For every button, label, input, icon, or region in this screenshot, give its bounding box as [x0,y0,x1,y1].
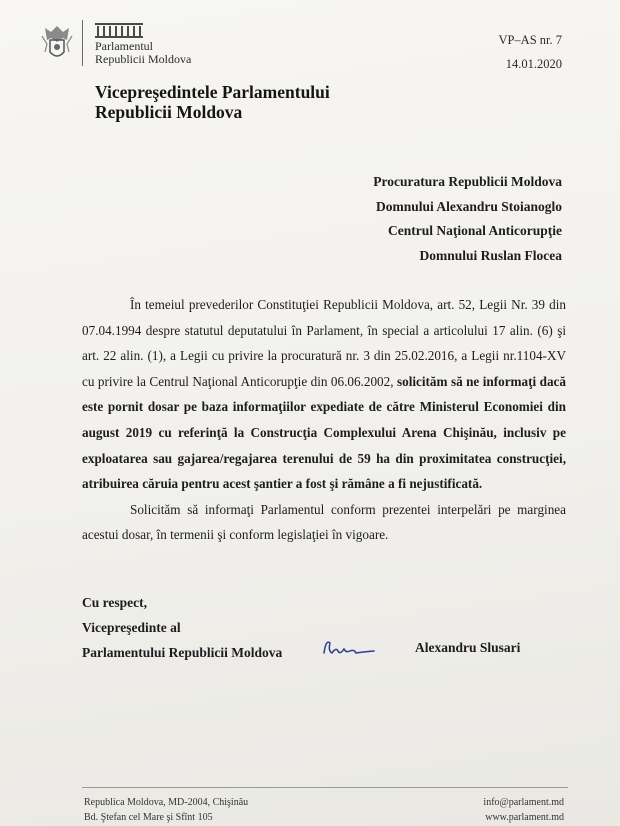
signer-name: Alexandru Slusari [415,640,521,655]
sender-title-line1: Vicepreşedintele Parlamentului [95,82,330,102]
document-date: 14.01.2020 [505,57,562,71]
body-paragraph-1 [82,292,566,497]
parliament-name-line2: Republicii Moldova [95,52,192,66]
logo-divider [82,20,83,66]
body-paragraph-1-text: În temeiul prevederilor Constituţiei Republicii Moldova, art. 52, Legii Nr. 39 din 07.04.1994 despre statutul deputatului în Parlament, în special a articolului 17 alin. (6) şi art. 22 alin. (1), a Legii cu privire la procuratură nr. 3 din 25.02.2016, a Legii nr.1104-XV cu privire la Centrul Naţional Anticorupţie din 06.06.2002, [82,297,566,389]
footer-address [84,795,248,825]
footer-address-line1: Republica Moldova, MD-2004, Chişinău [84,797,249,808]
sender-title-line2: Republicii Moldova [95,102,243,122]
footer-address-line2: Bd. Ştefan cel Mare şi Sfînt 105 [84,812,213,823]
parliament-name-line1: Parlamentul [95,39,153,53]
footer-divider [82,787,568,788]
reference-number: VP–AS nr. 7 [498,33,562,47]
recipient-line: Domnului Alexandru Stoianoglo [375,198,562,214]
closing-block [82,590,282,665]
body-paragraph-1-request: solicităm să ne informaţi dacă este pornit dosar pe baza informaţiilor expediate de către Ministerul Economiei din august 2019 cu referinţă la Construcţia Complexului Arena Chişinău, inclusiv pe exploatarea sau gajarea/regajarea terenului de 59 ha din proximitatea construcţiei, atribuirea căruia pentru acest şantier a fost şi rămâne a fi nejustificată. [82,373,566,492]
signer-title-line1: Vicepreşedinte al [82,620,181,635]
recipient-line: Procuratura Republicii Moldova [373,174,562,189]
parliament-name [95,40,191,66]
closing-greeting: Cu respect, [82,595,147,610]
signer-title-line2: Parlamentului Republicii Moldova [82,645,283,660]
recipient-line: Centrul Naţional Anticorupţie [388,223,562,238]
recipients-block [373,170,562,268]
sender-title [95,82,330,122]
body-paragraph-2: Solicităm să informaţi Parlamentul conform prezentei interpelări pe marginea acestui dosar, în termenii şi conform legislaţiei în vigoare. [82,501,566,543]
coat-of-arms-icon [41,22,73,62]
footer-email: info@parlament.md [483,797,564,808]
letter-body [82,292,566,548]
footer-contacts [483,795,564,825]
reference-block [498,28,562,76]
footer-website: www.parlament.md [485,812,564,823]
parliament-building-icon [95,22,143,38]
recipient-line: Domnului Ruslan Flocea [419,247,562,263]
handwritten-signature [318,633,378,661]
